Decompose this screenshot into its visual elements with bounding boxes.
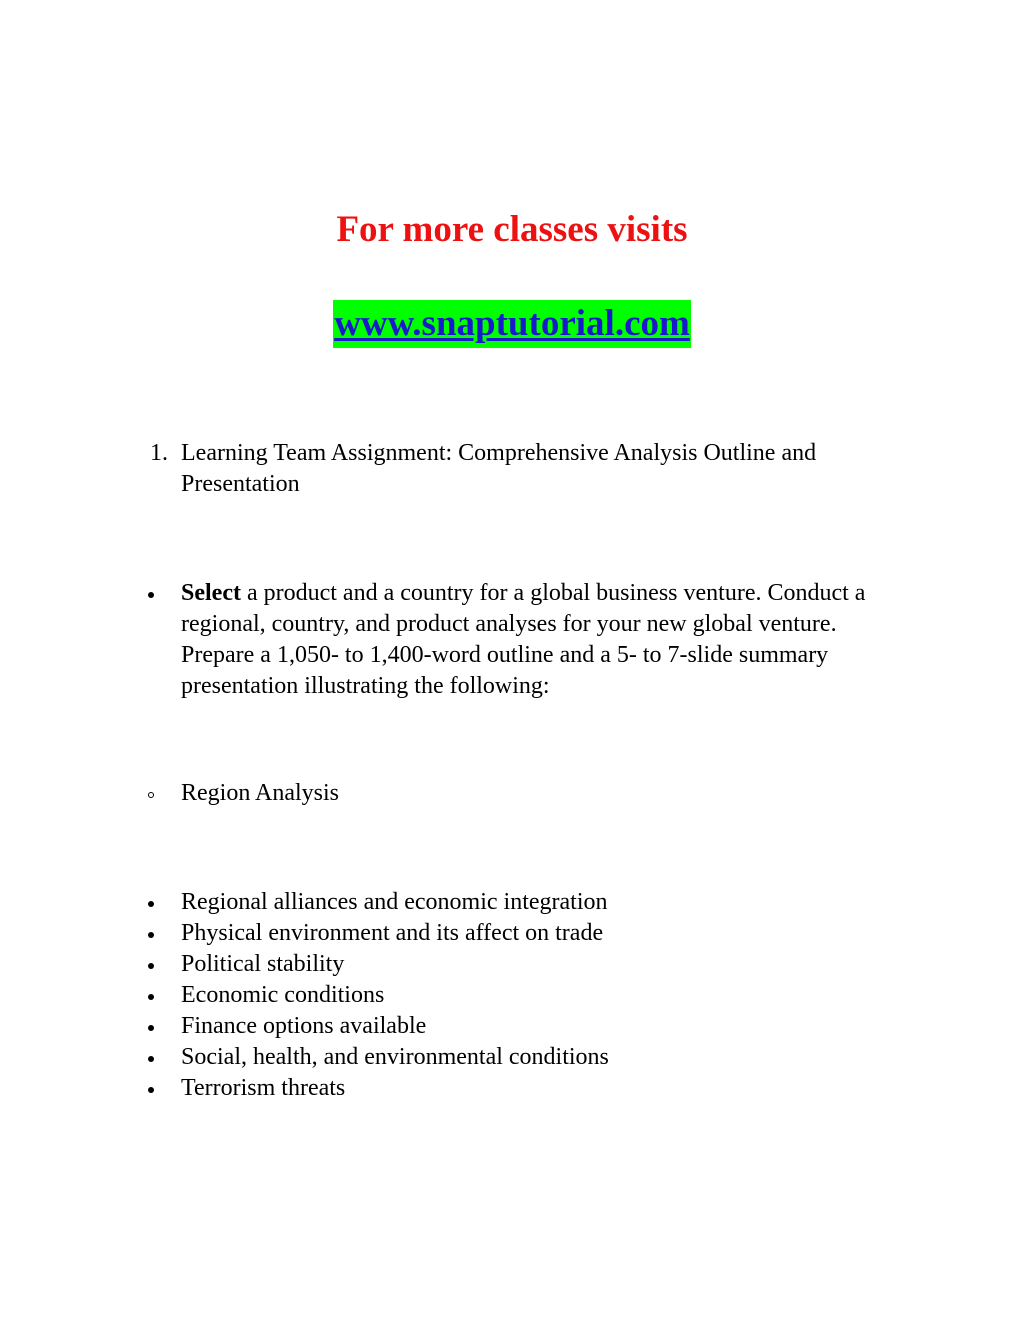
instruction-paragraph <box>181 578 901 702</box>
list-item-text: Social, health, and environmental conditions <box>181 1044 609 1070</box>
list-item <box>148 1011 908 1042</box>
list-number: 1. <box>150 440 168 466</box>
instruction-text: a product and a country for a global business venture. Conduct a regional, country, and product analyses for your new global venture. Prepare a 1,050- to 1,400-word outline and a 5- to 7-slide summary presentation illustrating the following: <box>181 580 866 699</box>
list-item-text: Economic conditions <box>181 982 385 1008</box>
list-item-text: Political stability <box>181 951 345 977</box>
sub-heading: Region Analysis <box>181 780 340 806</box>
bullet-icon <box>148 963 154 969</box>
website-link[interactable]: www.snaptutorial.com <box>333 300 691 348</box>
assignment-title: Learning Team Assignment: Comprehensive Analysis Outline and Presentation <box>181 440 817 497</box>
list-item <box>148 980 908 1011</box>
bullet-icon <box>148 1056 154 1062</box>
list-item-text: Terrorism threats <box>181 1075 346 1101</box>
list-item <box>148 1042 908 1073</box>
instruction-bold-lead: Select <box>181 580 241 606</box>
bullet-icon <box>148 592 154 598</box>
list-item <box>148 918 908 949</box>
bullet-icon <box>148 994 154 1000</box>
bullet-icon <box>148 901 154 907</box>
list-item <box>148 949 908 980</box>
bullet-icon <box>148 1087 154 1093</box>
list-item <box>148 887 908 918</box>
sub-heading-item <box>148 778 908 809</box>
list-item-text: Finance options available <box>181 1013 427 1039</box>
list-item <box>148 1073 908 1104</box>
circle-bullet-icon <box>148 792 154 798</box>
bullet-icon <box>148 1025 154 1031</box>
region-analysis-list <box>148 887 908 1104</box>
instruction-item <box>148 578 908 702</box>
promo-link-wrapper <box>0 300 1024 348</box>
list-item-text: Physical environment and its affect on trade <box>181 920 604 946</box>
promo-heading: For more classes visits <box>336 209 688 250</box>
list-item-text: Regional alliances and economic integration <box>181 889 608 915</box>
bullet-icon <box>148 932 154 938</box>
